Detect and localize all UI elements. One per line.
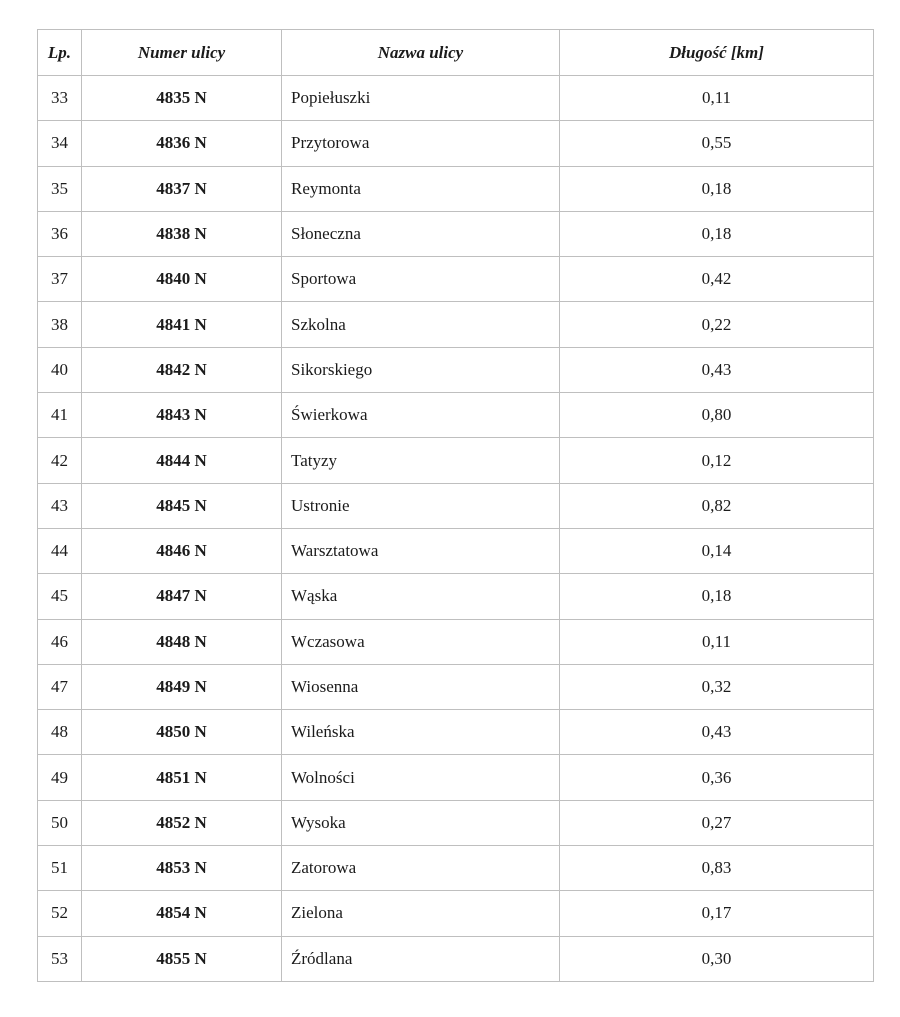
cell-length: 0,18 [560, 574, 874, 619]
cell-street-number: 4853 N [82, 846, 282, 891]
cell-street-number: 4850 N [82, 710, 282, 755]
cell-lp: 38 [38, 302, 82, 347]
cell-street-name: Popiełuszki [282, 76, 560, 121]
streets-table [37, 29, 874, 982]
cell-street-number: 4845 N [82, 483, 282, 528]
cell-length: 0,36 [560, 755, 874, 800]
header-lp: Lp. [38, 30, 82, 76]
cell-street-number: 4841 N [82, 302, 282, 347]
cell-lp: 46 [38, 619, 82, 664]
cell-lp: 35 [38, 166, 82, 211]
cell-lp: 41 [38, 393, 82, 438]
cell-length: 0,83 [560, 846, 874, 891]
header-street-number: Numer ulicy [82, 30, 282, 76]
cell-length: 0,14 [560, 528, 874, 573]
table-row [38, 619, 874, 664]
table-row [38, 302, 874, 347]
cell-street-name: Wiosenna [282, 664, 560, 709]
cell-street-number: 4838 N [82, 211, 282, 256]
cell-length: 0,12 [560, 438, 874, 483]
table-row [38, 846, 874, 891]
cell-street-name: Reymonta [282, 166, 560, 211]
table-row [38, 347, 874, 392]
cell-lp: 47 [38, 664, 82, 709]
street-table-container [37, 29, 874, 982]
table-row [38, 438, 874, 483]
cell-street-name: Świerkowa [282, 393, 560, 438]
cell-street-name: Wysoka [282, 800, 560, 845]
cell-street-name: Sportowa [282, 257, 560, 302]
cell-length: 0,82 [560, 483, 874, 528]
table-row [38, 76, 874, 121]
cell-street-number: 4846 N [82, 528, 282, 573]
cell-street-name: Wczasowa [282, 619, 560, 664]
cell-street-name: Zielona [282, 891, 560, 936]
cell-street-number: 4852 N [82, 800, 282, 845]
cell-street-number: 4854 N [82, 891, 282, 936]
cell-street-name: Ustronie [282, 483, 560, 528]
cell-lp: 43 [38, 483, 82, 528]
cell-length: 0,18 [560, 211, 874, 256]
table-row [38, 483, 874, 528]
cell-street-name: Przytorowa [282, 121, 560, 166]
cell-lp: 42 [38, 438, 82, 483]
cell-street-name: Sikorskiego [282, 347, 560, 392]
cell-length: 0,17 [560, 891, 874, 936]
cell-lp: 40 [38, 347, 82, 392]
cell-lp: 37 [38, 257, 82, 302]
cell-street-number: 4837 N [82, 166, 282, 211]
cell-length: 0,22 [560, 302, 874, 347]
cell-street-number: 4851 N [82, 755, 282, 800]
cell-street-name: Wileńska [282, 710, 560, 755]
cell-street-name: Wolności [282, 755, 560, 800]
cell-street-name: Szkolna [282, 302, 560, 347]
cell-lp: 36 [38, 211, 82, 256]
header-street-name: Nazwa ulicy [282, 30, 560, 76]
cell-street-name: Warsztatowa [282, 528, 560, 573]
table-row [38, 664, 874, 709]
cell-street-number: 4849 N [82, 664, 282, 709]
cell-street-name: Źródlana [282, 936, 560, 981]
table-row [38, 574, 874, 619]
table-row [38, 121, 874, 166]
cell-length: 0,11 [560, 76, 874, 121]
cell-lp: 52 [38, 891, 82, 936]
cell-street-number: 4836 N [82, 121, 282, 166]
cell-street-name: Zatorowa [282, 846, 560, 891]
table-row [38, 393, 874, 438]
table-body [38, 76, 874, 982]
cell-lp: 51 [38, 846, 82, 891]
table-row [38, 528, 874, 573]
table-row [38, 755, 874, 800]
cell-street-number: 4855 N [82, 936, 282, 981]
cell-street-number: 4844 N [82, 438, 282, 483]
cell-street-number: 4842 N [82, 347, 282, 392]
cell-length: 0,18 [560, 166, 874, 211]
cell-length: 0,43 [560, 710, 874, 755]
cell-lp: 44 [38, 528, 82, 573]
cell-lp: 34 [38, 121, 82, 166]
cell-length: 0,11 [560, 619, 874, 664]
cell-street-number: 4835 N [82, 76, 282, 121]
cell-street-number: 4847 N [82, 574, 282, 619]
cell-length: 0,43 [560, 347, 874, 392]
table-header [38, 30, 874, 76]
cell-street-name: Wąska [282, 574, 560, 619]
table-row [38, 891, 874, 936]
cell-lp: 53 [38, 936, 82, 981]
cell-street-name: Tatyzy [282, 438, 560, 483]
table-row [38, 936, 874, 981]
cell-length: 0,32 [560, 664, 874, 709]
table-row [38, 211, 874, 256]
cell-lp: 48 [38, 710, 82, 755]
table-row [38, 710, 874, 755]
header-row [38, 30, 874, 76]
cell-length: 0,55 [560, 121, 874, 166]
cell-lp: 33 [38, 76, 82, 121]
header-length-km: Długość [km] [560, 30, 874, 76]
cell-lp: 45 [38, 574, 82, 619]
cell-lp: 49 [38, 755, 82, 800]
cell-length: 0,80 [560, 393, 874, 438]
cell-lp: 50 [38, 800, 82, 845]
cell-street-number: 4843 N [82, 393, 282, 438]
cell-length: 0,30 [560, 936, 874, 981]
cell-street-number: 4848 N [82, 619, 282, 664]
cell-street-number: 4840 N [82, 257, 282, 302]
table-row [38, 166, 874, 211]
table-row [38, 257, 874, 302]
cell-length: 0,42 [560, 257, 874, 302]
cell-length: 0,27 [560, 800, 874, 845]
table-row [38, 800, 874, 845]
cell-street-name: Słoneczna [282, 211, 560, 256]
